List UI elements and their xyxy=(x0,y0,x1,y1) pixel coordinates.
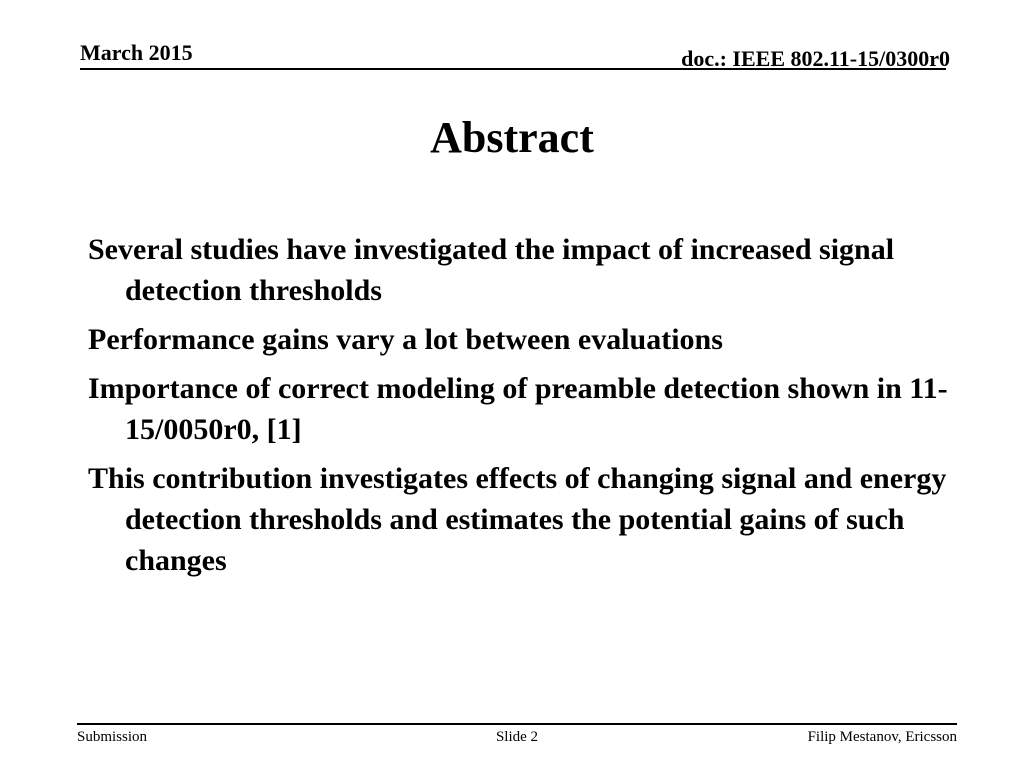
footer-slide-number: Slide 2 xyxy=(495,729,539,745)
header-date: March 2015 xyxy=(80,40,193,65)
header-doc-id: doc.: IEEE 802.11-15/0300r0 xyxy=(681,46,950,71)
bullet-list xyxy=(88,229,958,589)
footer-submission: Submission xyxy=(77,729,148,745)
footer-divider xyxy=(77,723,957,725)
bullet-item: Performance gains vary a lot between evaluations xyxy=(88,323,723,356)
bullet-item: Several studies have investigated the impact of increased signal detection thresholds xyxy=(88,233,895,307)
bullet-item: This contribution investigates effects of changing signal and energy detection thresholds and estimates the potential gains of such changes xyxy=(88,462,947,577)
bullet-item: Importance of correct modeling of preamble detection shown in 11-15/0050r0, [1] xyxy=(88,372,948,446)
slide-title: Abstract xyxy=(430,113,594,162)
header-divider xyxy=(80,68,946,70)
footer-author: Filip Mestanov, Ericsson xyxy=(807,729,957,745)
